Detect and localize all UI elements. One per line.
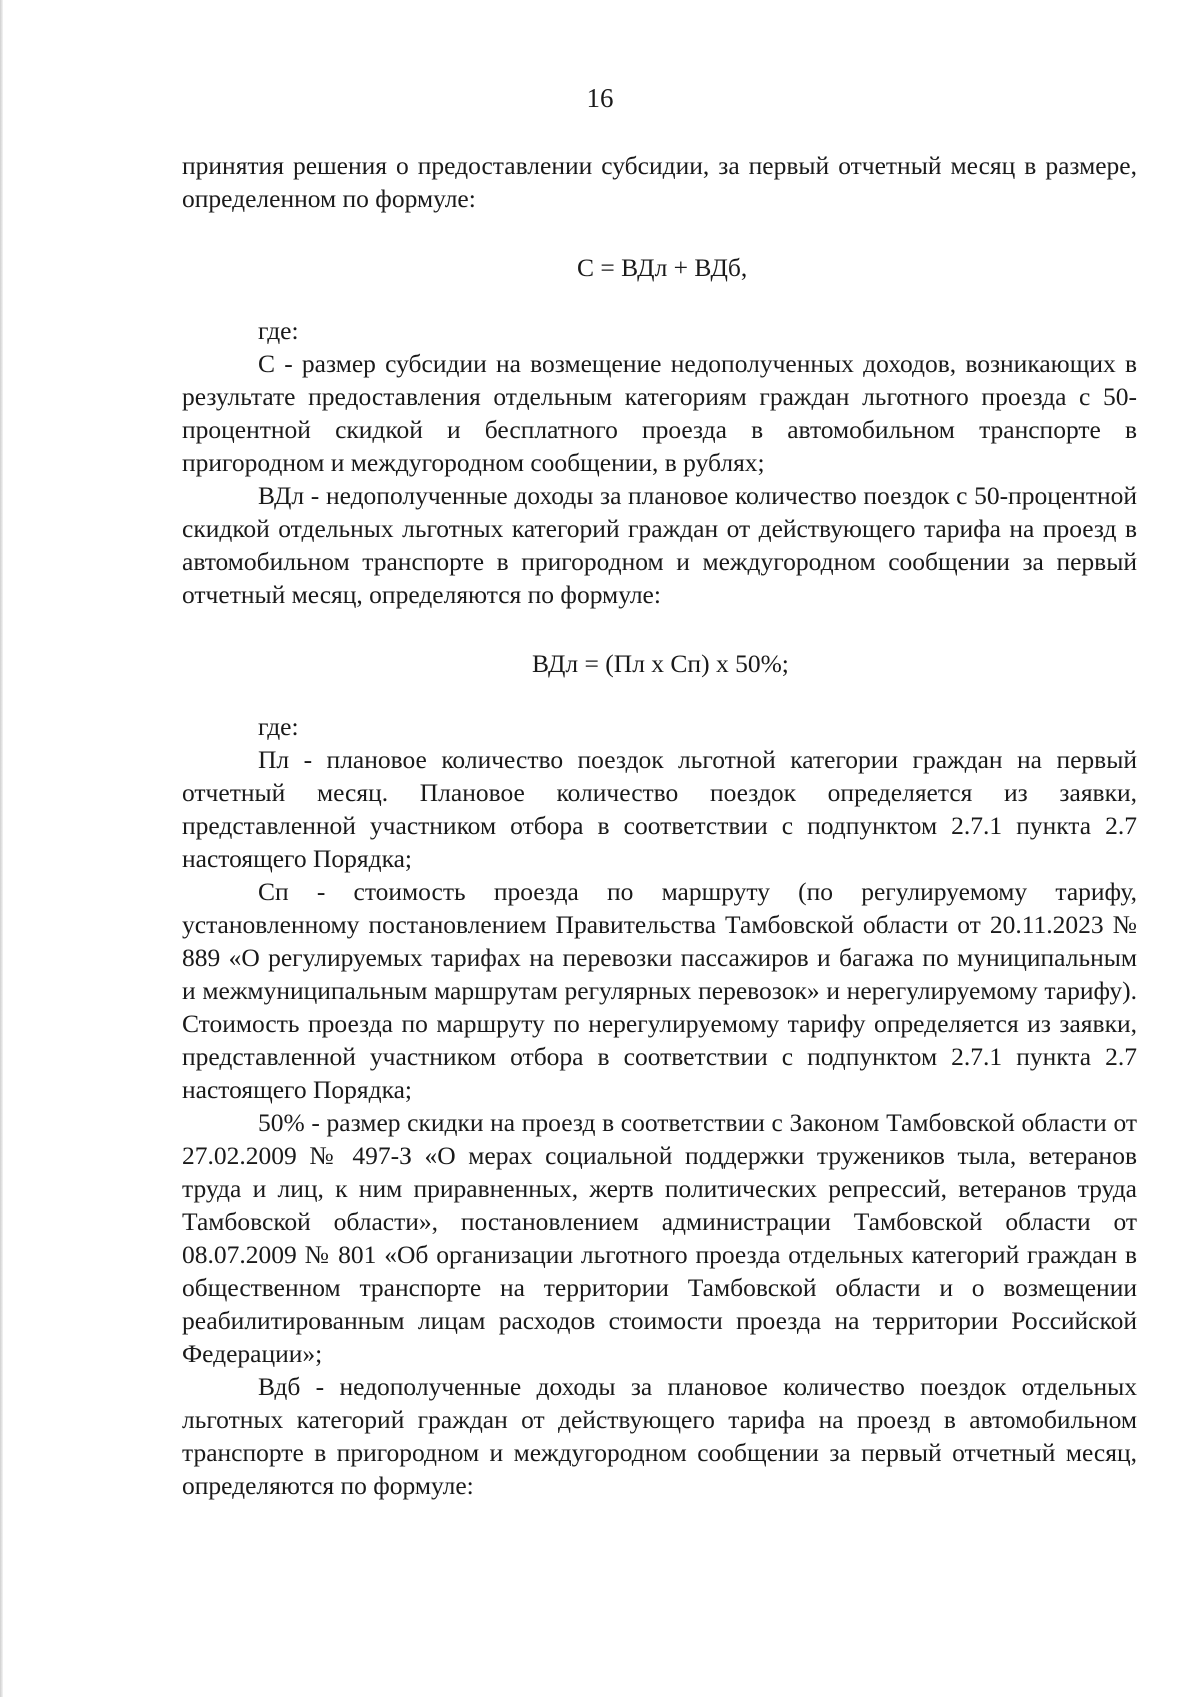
where-label-2: где: [258, 712, 299, 741]
definition-vdb: Вдб - недополученные доходы за плановое количество поездок отдельных льготных категорий граждан от действующего тарифа на проезд в автомобильном транспорте в пригородном и междугородном сообщении за первый отчетный месяц, определяются по формуле: [182, 1372, 1137, 1500]
document-body [182, 149, 1137, 1502]
page-number: 16 [586, 83, 614, 113]
definition-c: С - размер субсидии на возмещение недополученных доходов, возникающих в результате предоставления отдельным категориям граждан льготного проезда с 50-процентной скидкой и бесплатного проезда в автомобильном транспорте в пригородном и междугородном сообщении, в рублях; [182, 349, 1137, 477]
definition-vdl: ВДл - недополученные доходы за плановое количество поездок с 50-процентной скидкой отдельных льготных категорий граждан от действующего тарифа на проезд в автомобильном транспорте в пригородном и междугородном сообщении за первый отчетный месяц, определяются по формуле: [182, 481, 1137, 609]
definition-pl: Пл - плановое количество поездок льготной категории граждан на первый отчетный месяц. Плановое количество поездок определяется из заявки, представленной участником отбора в соответствии с подпунктом 2.7.1 пункта 2.7 настоящего Порядка; [182, 745, 1137, 873]
definition-50-percent: 50% - размер скидки на проезд в соответствии с Законом Тамбовской области от 27.02.2009 № 497-З «О мерах социальной поддержки тружеников тыла, ветеранов труда и лиц, к ним приравненных, жертв политических репрессий, ветеранов труда Тамбовской области», постановлением администрации Тамбовской области от 08.07.2009 № 801 «Об организации льготного проезда отдельных категорий граждан в общественном транспорте на территории Тамбовской области и о возмещении реабилитированным лицам расходов стоимости проезда на территории Российской Федерации»; [182, 1108, 1137, 1368]
where-label: где: [258, 316, 299, 345]
definition-sp: Сп - стоимость проезда по маршруту (по регулируемому тарифу, установленному постановлением Правительства Тамбовской области от 20.11.2023 № 889 «О регулируемых тарифах на перевозки пассажиров и багажа по муниципальным и межмуниципальным маршрутам регулярных перевозок» и нерегулируемому тарифу). Стоимость проезда по маршруту по нерегулируемому тарифу определяется из заявки, представленной участником отбора в соответствии с подпунктом 2.7.1 пункта 2.7 настоящего Порядка; [182, 877, 1137, 1104]
intro-paragraph: принятия решения о предоставлении субсидии, за первый отчетный месяц в размере, определенном по формуле: [182, 151, 1137, 213]
formula-vdl: ВДл = (Пл х Сп) х 50%; [532, 649, 789, 678]
formula-total-subsidy: С = ВДл + ВДб, [577, 253, 748, 282]
scan-edge-shadow [0, 0, 3, 1697]
